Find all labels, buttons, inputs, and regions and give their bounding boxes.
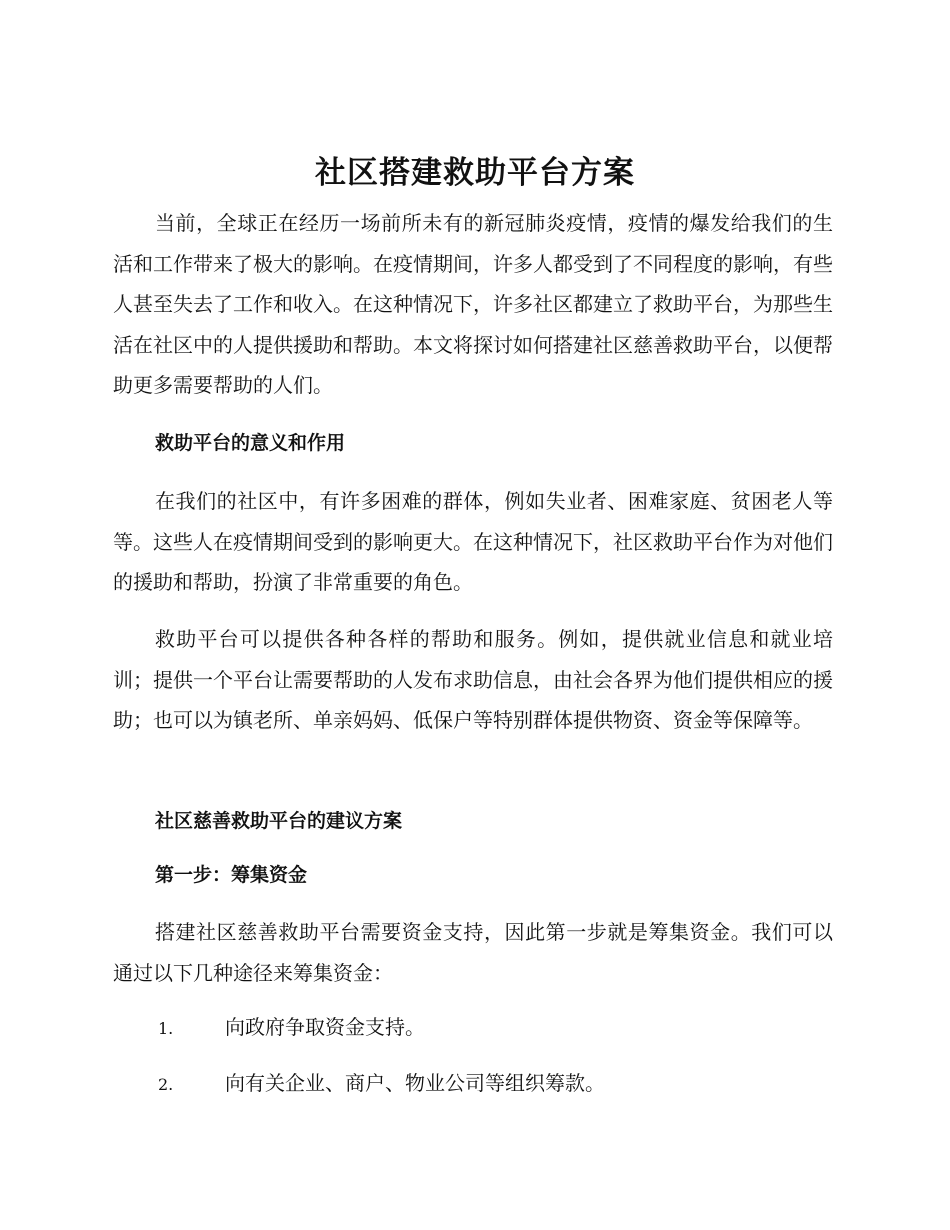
list-number: 2. [158, 1075, 174, 1094]
list-number: 1. [158, 1019, 174, 1038]
document-title: 社区搭建救助平台方案 [315, 155, 635, 191]
list-text: 向有关企业、商户、物业公司等组织筹款。 [225, 1071, 605, 1095]
step-heading-fundraising: 第一步：筹集资金 [155, 864, 308, 886]
intro-paragraph: 当前，全球正在经历一场前所未有的新冠肺炎疫情，疫情的爆发给我们的生活和工作带来了极大的影响。在疫情期间，许多人都受到了不同程度的影响，有些人甚至失去了工作和收入。在这种情况下，许多社区都建立了救助平台，为那些生活在社区中的人提供援助和帮助。本文将探讨如何搭建社区慈善救助平台，以便帮助更多需要帮助的人们。 [113, 211, 833, 397]
paragraph-services: 救助平台可以提供各种各样的帮助和服务。例如，提供就业信息和就业培训；提供一个平台让需要帮助的人发布求助信息，由社会各界为他们提供相应的援助；也可以为镇老所、单亲妈妈、低保户等特别群体提供物资、资金等保障等。 [113, 627, 833, 732]
list-text: 向政府争取资金支持。 [225, 1015, 425, 1039]
paragraph-fundraising: 搭建社区慈善救助平台需要资金支持，因此第一步就是筹集资金。我们可以通过以下几种途径来筹集资金： [113, 920, 833, 985]
list-item [158, 1068, 838, 1100]
paragraph-groups: 在我们的社区中，有许多困难的群体，例如失业者、困难家庭、贫困老人等等。这些人在疫情期间受到的影响更大。在这种情况下，社区救助平台作为对他们的援助和帮助，扮演了非常重要的角色。 [113, 489, 833, 594]
list-item [158, 1012, 838, 1044]
section-heading-proposal: 社区慈善救助平台的建议方案 [155, 810, 403, 832]
section-heading-significance: 救助平台的意义和作用 [155, 432, 346, 454]
